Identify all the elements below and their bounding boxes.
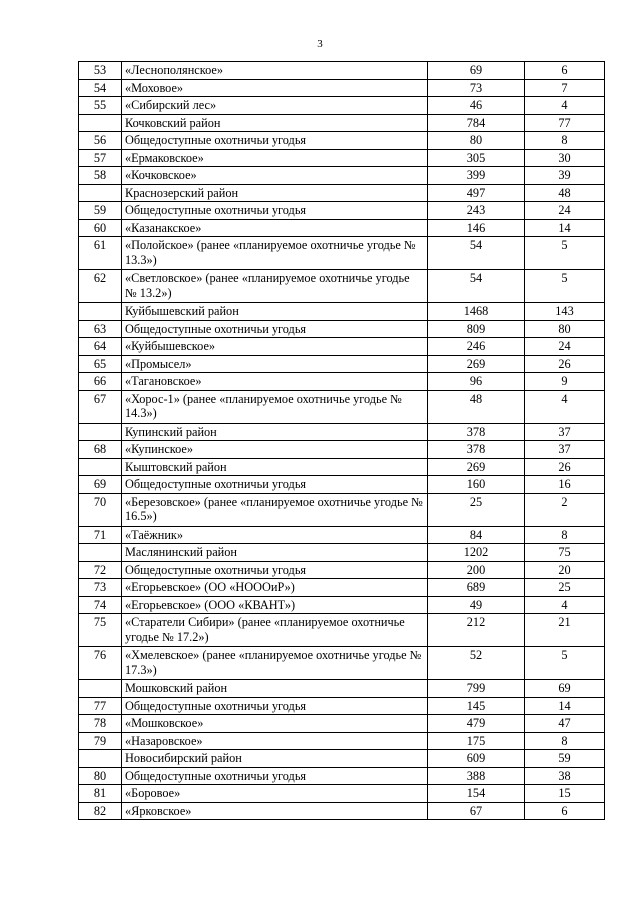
row-value-b-cell: 25 — [525, 579, 605, 597]
table-row — [79, 97, 605, 115]
row-name-cell: «Мошковское» — [122, 715, 428, 733]
row-name-cell: «Леснополянское» — [122, 62, 428, 80]
row-value-a-cell: 145 — [428, 697, 525, 715]
row-value-a-cell: 154 — [428, 785, 525, 803]
row-name-cell: «Назаровское» — [122, 732, 428, 750]
row-number-cell: 53 — [79, 62, 122, 80]
table-row — [79, 680, 605, 698]
row-value-a-cell: 212 — [428, 614, 525, 647]
row-number-cell: 78 — [79, 715, 122, 733]
table-row — [79, 62, 605, 80]
row-value-a-cell: 160 — [428, 476, 525, 494]
row-number-cell — [79, 750, 122, 768]
row-name-cell: Общедоступные охотничьи угодья — [122, 767, 428, 785]
row-value-a-cell: 609 — [428, 750, 525, 768]
row-value-b-cell: 47 — [525, 715, 605, 733]
row-value-b-cell: 14 — [525, 219, 605, 237]
row-number-cell: 79 — [79, 732, 122, 750]
row-value-b-cell: 20 — [525, 561, 605, 579]
row-value-a-cell: 54 — [428, 270, 525, 303]
row-name-cell: Купинский район — [122, 423, 428, 441]
row-name-cell: Куйбышевский район — [122, 303, 428, 321]
row-name-cell: «Ярковское» — [122, 802, 428, 820]
row-value-a-cell: 1468 — [428, 303, 525, 321]
row-value-b-cell: 143 — [525, 303, 605, 321]
row-number-cell: 63 — [79, 320, 122, 338]
row-value-a-cell: 243 — [428, 202, 525, 220]
row-name-cell: Маслянинский район — [122, 544, 428, 562]
row-name-cell: «Березовское» (ранее «планируемое охотничье угодье № 16.5») — [122, 493, 428, 526]
row-name-cell: «Полойское» (ранее «планируемое охотничье угодье № 13.3») — [122, 237, 428, 270]
row-number-cell: 69 — [79, 476, 122, 494]
row-value-b-cell: 2 — [525, 493, 605, 526]
row-value-a-cell: 689 — [428, 579, 525, 597]
row-number-cell — [79, 458, 122, 476]
table-row — [79, 270, 605, 303]
row-value-b-cell: 38 — [525, 767, 605, 785]
row-value-b-cell: 16 — [525, 476, 605, 494]
row-value-b-cell: 5 — [525, 647, 605, 680]
row-value-a-cell: 399 — [428, 167, 525, 185]
table-row — [79, 561, 605, 579]
row-value-b-cell: 21 — [525, 614, 605, 647]
row-value-a-cell: 80 — [428, 132, 525, 150]
row-name-cell: «Сибирский лес» — [122, 97, 428, 115]
row-name-cell: «Куйбышевское» — [122, 338, 428, 356]
table-row — [79, 750, 605, 768]
table-row — [79, 149, 605, 167]
table-row — [79, 132, 605, 150]
table-row — [79, 526, 605, 544]
table-row — [79, 715, 605, 733]
row-value-b-cell: 5 — [525, 237, 605, 270]
row-name-cell: Кочковский район — [122, 114, 428, 132]
table-row — [79, 303, 605, 321]
row-value-a-cell: 809 — [428, 320, 525, 338]
row-value-b-cell: 15 — [525, 785, 605, 803]
table-body — [79, 62, 605, 820]
table-row — [79, 647, 605, 680]
row-value-a-cell: 175 — [428, 732, 525, 750]
row-name-cell: «Таёжник» — [122, 526, 428, 544]
table-row — [79, 184, 605, 202]
table-row — [79, 441, 605, 459]
row-number-cell — [79, 544, 122, 562]
table-row — [79, 237, 605, 270]
row-name-cell: Кыштовский район — [122, 458, 428, 476]
row-number-cell: 74 — [79, 596, 122, 614]
row-value-b-cell: 26 — [525, 458, 605, 476]
row-value-b-cell: 5 — [525, 270, 605, 303]
row-value-a-cell: 67 — [428, 802, 525, 820]
row-number-cell: 64 — [79, 338, 122, 356]
table-row — [79, 167, 605, 185]
row-number-cell: 81 — [79, 785, 122, 803]
row-number-cell: 67 — [79, 390, 122, 423]
row-value-a-cell: 46 — [428, 97, 525, 115]
row-name-cell: «Промысел» — [122, 355, 428, 373]
row-value-a-cell: 378 — [428, 423, 525, 441]
table-row — [79, 355, 605, 373]
row-value-b-cell: 4 — [525, 390, 605, 423]
row-name-cell: «Купинское» — [122, 441, 428, 459]
row-value-a-cell: 49 — [428, 596, 525, 614]
row-number-cell — [79, 184, 122, 202]
row-value-b-cell: 9 — [525, 373, 605, 391]
table-row — [79, 732, 605, 750]
row-value-a-cell: 784 — [428, 114, 525, 132]
table-row — [79, 338, 605, 356]
row-value-a-cell: 246 — [428, 338, 525, 356]
row-number-cell: 58 — [79, 167, 122, 185]
table-row — [79, 202, 605, 220]
row-value-b-cell: 4 — [525, 596, 605, 614]
row-name-cell: Новосибирский район — [122, 750, 428, 768]
row-value-b-cell: 4 — [525, 97, 605, 115]
table-row — [79, 320, 605, 338]
row-value-b-cell: 80 — [525, 320, 605, 338]
row-number-cell: 75 — [79, 614, 122, 647]
row-name-cell: Общедоступные охотничьи угодья — [122, 476, 428, 494]
row-name-cell: Общедоступные охотничьи угодья — [122, 132, 428, 150]
row-number-cell: 82 — [79, 802, 122, 820]
table-row — [79, 544, 605, 562]
row-value-b-cell: 59 — [525, 750, 605, 768]
row-value-a-cell: 497 — [428, 184, 525, 202]
row-name-cell: «Боровое» — [122, 785, 428, 803]
row-name-cell: «Кочковское» — [122, 167, 428, 185]
row-value-a-cell: 799 — [428, 680, 525, 698]
row-value-b-cell: 75 — [525, 544, 605, 562]
row-number-cell — [79, 423, 122, 441]
row-number-cell: 60 — [79, 219, 122, 237]
row-value-b-cell: 39 — [525, 167, 605, 185]
table-row — [79, 219, 605, 237]
row-number-cell: 66 — [79, 373, 122, 391]
table-row — [79, 596, 605, 614]
row-value-b-cell: 37 — [525, 423, 605, 441]
row-name-cell: «Егорьевское» (ООО «КВАНТ») — [122, 596, 428, 614]
row-number-cell: 56 — [79, 132, 122, 150]
row-value-a-cell: 378 — [428, 441, 525, 459]
table-row — [79, 114, 605, 132]
row-value-a-cell: 25 — [428, 493, 525, 526]
row-name-cell: «Моховое» — [122, 79, 428, 97]
row-value-a-cell: 48 — [428, 390, 525, 423]
row-number-cell: 57 — [79, 149, 122, 167]
row-number-cell: 76 — [79, 647, 122, 680]
table-row — [79, 476, 605, 494]
row-value-b-cell: 8 — [525, 732, 605, 750]
row-value-b-cell: 69 — [525, 680, 605, 698]
row-name-cell: Общедоступные охотничьи угодья — [122, 561, 428, 579]
row-name-cell: «Хмелевское» (ранее «планируемое охотничье угодье № 17.3») — [122, 647, 428, 680]
page-number: 3 — [317, 38, 323, 50]
row-value-b-cell: 37 — [525, 441, 605, 459]
row-value-a-cell: 52 — [428, 647, 525, 680]
row-value-a-cell: 269 — [428, 458, 525, 476]
row-value-a-cell: 69 — [428, 62, 525, 80]
row-name-cell: Краснозерский район — [122, 184, 428, 202]
row-value-a-cell: 1202 — [428, 544, 525, 562]
row-value-b-cell: 24 — [525, 338, 605, 356]
row-value-a-cell: 73 — [428, 79, 525, 97]
row-value-b-cell: 48 — [525, 184, 605, 202]
row-value-b-cell: 7 — [525, 79, 605, 97]
row-name-cell: «Светловское» (ранее «планируемое охотничье угодье № 13.2») — [122, 270, 428, 303]
row-name-cell: «Егорьевское» (ОО «НОООиР») — [122, 579, 428, 597]
row-number-cell: 62 — [79, 270, 122, 303]
row-number-cell: 77 — [79, 697, 122, 715]
row-number-cell — [79, 680, 122, 698]
table-row — [79, 458, 605, 476]
row-name-cell: «Тагановское» — [122, 373, 428, 391]
row-number-cell: 55 — [79, 97, 122, 115]
row-name-cell: «Старатели Сибири» (ранее «планируемое охотничье угодье № 17.2») — [122, 614, 428, 647]
row-number-cell — [79, 114, 122, 132]
row-number-cell: 68 — [79, 441, 122, 459]
row-value-a-cell: 269 — [428, 355, 525, 373]
row-value-b-cell: 6 — [525, 62, 605, 80]
row-value-a-cell: 54 — [428, 237, 525, 270]
row-value-b-cell: 8 — [525, 132, 605, 150]
row-number-cell: 71 — [79, 526, 122, 544]
table-row — [79, 390, 605, 423]
table-row — [79, 79, 605, 97]
row-value-b-cell: 8 — [525, 526, 605, 544]
row-name-cell: Общедоступные охотничьи угодья — [122, 202, 428, 220]
row-name-cell: Общедоступные охотничьи угодья — [122, 320, 428, 338]
row-number-cell: 65 — [79, 355, 122, 373]
row-value-b-cell: 26 — [525, 355, 605, 373]
row-number-cell: 80 — [79, 767, 122, 785]
row-value-b-cell: 30 — [525, 149, 605, 167]
table-row — [79, 785, 605, 803]
row-number-cell: 70 — [79, 493, 122, 526]
row-number-cell: 73 — [79, 579, 122, 597]
row-number-cell: 54 — [79, 79, 122, 97]
table-row — [79, 423, 605, 441]
row-value-b-cell: 6 — [525, 802, 605, 820]
row-number-cell — [79, 303, 122, 321]
row-value-a-cell: 84 — [428, 526, 525, 544]
row-name-cell: «Ермаковское» — [122, 149, 428, 167]
row-number-cell: 61 — [79, 237, 122, 270]
table-row — [79, 493, 605, 526]
row-value-b-cell: 14 — [525, 697, 605, 715]
row-value-a-cell: 305 — [428, 149, 525, 167]
row-name-cell: «Казанакское» — [122, 219, 428, 237]
row-name-cell: «Хорос-1» (ранее «планируемое охотничье угодье № 14.3») — [122, 390, 428, 423]
row-value-a-cell: 479 — [428, 715, 525, 733]
table-row — [79, 579, 605, 597]
hunting-grounds-table — [78, 61, 605, 820]
table-row — [79, 767, 605, 785]
row-name-cell: Общедоступные охотничьи угодья — [122, 697, 428, 715]
row-number-cell: 72 — [79, 561, 122, 579]
row-value-b-cell: 24 — [525, 202, 605, 220]
row-value-a-cell: 146 — [428, 219, 525, 237]
row-value-a-cell: 200 — [428, 561, 525, 579]
row-value-b-cell: 77 — [525, 114, 605, 132]
table-row — [79, 614, 605, 647]
row-value-a-cell: 388 — [428, 767, 525, 785]
table-row — [79, 802, 605, 820]
table-row — [79, 373, 605, 391]
table-row — [79, 697, 605, 715]
row-number-cell: 59 — [79, 202, 122, 220]
row-name-cell: Мошковский район — [122, 680, 428, 698]
row-value-a-cell: 96 — [428, 373, 525, 391]
